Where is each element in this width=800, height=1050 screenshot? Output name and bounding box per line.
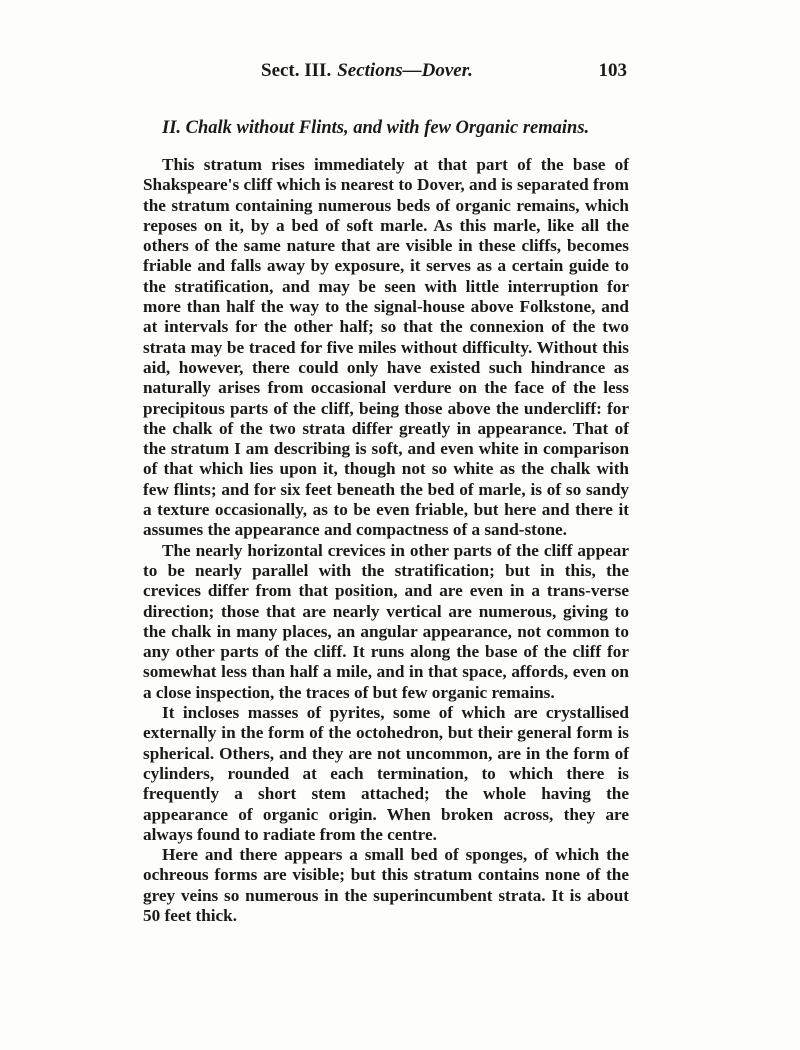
paragraph: The nearly horizontal crevices in other parts of the cliff appear to be nearly parallel with the stratification; but in this, the crevices differ from that position, and are even in a trans-verse direction; those that are nearly vertical are numerous, giving to the chalk in many places, an angular appearance, not common to any other parts of the cliff. It runs along the base of the cliff for somewhat less than half a mile, and in that space, affords, even on a close inspection, the traces of but few organic remains.	[143, 540, 629, 702]
section-heading: II. Chalk without Flints, and with few Organic remains.	[162, 118, 590, 138]
running-head-section: Sect. III. Sections—Dover.	[261, 60, 473, 81]
body-text	[143, 155, 629, 926]
paragraph: It incloses masses of pyrites, some of which are crystallised externally in the form of the octohedron, but their general form is spherical. Others, and they are not uncommon, are in the form of cylinders, rounded at each termination, to which there is frequently a short stem attached; the whole having the appearance of organic origin. When broken across, they are always found to radiate from the centre.	[143, 703, 629, 844]
running-head-title: Sections—Dover.	[337, 60, 473, 81]
running-head	[143, 60, 627, 84]
paragraph: Here and there appears a small bed of sponges, of which the ochreous forms are visible; but this stratum contains none of the grey veins so numerous in the superincumbent strata. It is about 50 feet thick.	[143, 845, 629, 925]
paragraph: This stratum rises immediately at that part of the base of Shakspeare's cliff which is nearest to Dover, and is separated from the stratum containing numerous beds of organic remains, which reposes on it, by a bed of soft marle. As this marle, like all the others of the same nature that are visible in these cliffs, becomes friable and falls away by exposure, it serves as a certain guide to the stratification, and may be seen with little interruption for more than half the way to the signal-house above Folkstone, and at intervals for the other half; so that the connexion of the two strata may be traced for five miles without difficulty. Without this aid, however, there could only have existed such hindrance as naturally arises from occasional verdure on the face of the less precipitous parts of the cliff, being those above the undercliff: for the chalk of the two strata differ greatly in appearance. That of the stratum I am describing is soft, and even white in comparison of that which lies upon it, though not so white as the chalk with few flints; and for six feet beneath the bed of marle, is of so sandy a texture occasionally, as to be even friable, but here and there it assumes the appearance and compactness of a sand-stone.	[143, 155, 629, 540]
page-number: 103	[598, 60, 627, 81]
